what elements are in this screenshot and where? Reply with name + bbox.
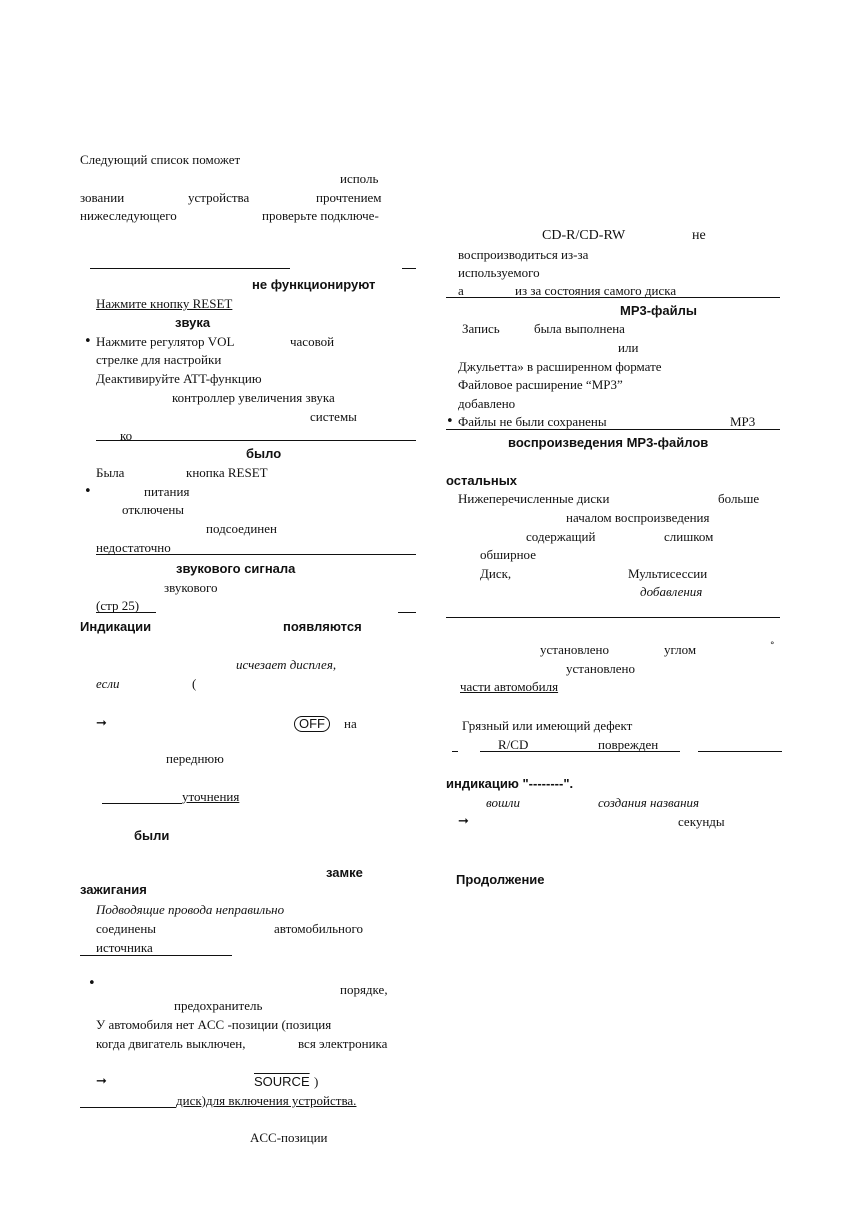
divider (80, 1107, 176, 1108)
insufficient-word: недостаточно (96, 540, 171, 555)
disconnected-word: отключены (122, 502, 185, 517)
source-button-label: SOURCE (254, 1074, 310, 1089)
section-heading-cont: появляются (283, 619, 362, 634)
intro-word-5: проверьте подключе- (262, 208, 379, 223)
divider (446, 429, 780, 430)
divider (96, 440, 416, 441)
bullet-icon: • (84, 484, 92, 499)
intro-word-2: устройства (188, 190, 250, 205)
on-word: на (344, 716, 357, 731)
att-instruction: Деактивируйте ATT-функцию (96, 371, 262, 386)
intro-word-1: зовании (80, 190, 125, 205)
reset-fragment-b: кнопка RESET (186, 465, 268, 480)
disappears-text: исчезает дисплея, (236, 657, 337, 672)
intro-word-4: нижеследующего (80, 208, 177, 223)
sound-word: звукового (164, 580, 218, 595)
disk-line: диск)для включения устройства. (176, 1093, 357, 1108)
divider (446, 617, 780, 618)
intro-line-2: исполь (340, 171, 379, 186)
reset-instruction: Нажмите кнопку RESET (96, 296, 233, 311)
clarify-word: уточнения (182, 789, 240, 804)
disk-word: Диск, (480, 566, 512, 581)
rcd-label: R/CD (498, 737, 529, 752)
disc-state-text: из за состояния самого диска (515, 283, 677, 298)
listed-discs: Нижеперечисленные диски (458, 491, 610, 506)
cdrw-label: CD-R/CD-RW (542, 228, 626, 243)
divider (398, 612, 416, 613)
degree-mark: ° (770, 641, 775, 651)
if-word: если (96, 676, 120, 691)
off-button-label: OFF (294, 716, 330, 732)
damaged-word: поврежден (598, 737, 659, 752)
extension-line: Файловое расширение “MP3” (458, 377, 623, 392)
divider (402, 268, 416, 269)
name-create-text: создания названия (598, 795, 700, 810)
multisession-word: Мультисессии (628, 566, 708, 581)
more-word: больше (718, 491, 760, 506)
section-heading: замке (326, 865, 363, 880)
bullet-icon: • (84, 334, 92, 349)
section-heading: индикацию "--------". (446, 776, 574, 791)
divider (102, 803, 182, 804)
entered-word: вошли (486, 795, 520, 810)
section-heading-cont: зажигания (80, 882, 147, 897)
fuse-word: предохранитель (174, 998, 263, 1013)
controller-line: контроллер увеличения звука (172, 390, 335, 405)
arrow-right-icon: ➞ (96, 1074, 107, 1089)
system-word: системы (310, 409, 357, 424)
car-part-text: части автомобиля (460, 679, 559, 694)
divider (452, 751, 458, 752)
used-word: используемого (458, 265, 540, 280)
not-word: не (692, 228, 706, 243)
power-word: питания (144, 484, 190, 499)
additions-word: добавления (640, 584, 703, 599)
section-heading: MP3-файлы (620, 303, 698, 318)
seconds-word: секунды (678, 814, 725, 829)
connected-word: подсоединен (206, 521, 277, 536)
divider (446, 297, 780, 298)
order-word: порядке, (340, 982, 388, 997)
wires-line-3: источника (96, 940, 153, 955)
acc-line-2b: вся электроника (298, 1036, 388, 1051)
arrow-right-icon: ➞ (458, 814, 469, 829)
section-heading: воспроизведения MP3-файлов (508, 435, 709, 450)
intro-word-3: прочтением (316, 190, 382, 205)
record-done: была выполнена (534, 321, 625, 336)
divider (698, 751, 782, 752)
bullet-icon: • (446, 414, 454, 429)
acc-position-word: ACC-позиции (250, 1130, 328, 1145)
section-heading: остальных (446, 473, 518, 488)
fragment-ko: ко (120, 428, 133, 443)
play-line: воспроизводиться из-за (458, 247, 589, 262)
wires-line-1: Подводящие провода неправильно (96, 902, 285, 917)
section-heading: звукового сигнала (176, 561, 296, 576)
vol-instruction-cont: часовой (290, 334, 335, 349)
angle-word: углом (664, 642, 697, 657)
acc-line-2a: когда двигатель выключен, (96, 1036, 246, 1051)
record-word: Запись (462, 321, 500, 336)
installed-word: установлено (540, 642, 610, 657)
divider (90, 268, 290, 269)
paren-fragment: ( (192, 676, 197, 691)
wires-line-2b: автомобильного (274, 921, 364, 936)
a-letter: а (458, 283, 464, 298)
acc-line-1: У автомобиля нет ACC -позиции (позиция (96, 1017, 332, 1032)
arrow-right-icon: ➞ (96, 716, 107, 731)
section-heading: звука (175, 315, 211, 330)
vol-instruction: Нажмите регулятор VOL (96, 334, 235, 349)
divider (96, 612, 156, 613)
mp3-word: MP3 (730, 414, 756, 429)
too-word: слишком (664, 529, 714, 544)
front-word: переднюю (166, 751, 224, 766)
paren-close: ) (314, 1074, 319, 1089)
page-reference: (стр 25) (96, 598, 140, 613)
divider (80, 955, 232, 956)
added-word: добавлено (458, 396, 516, 411)
start-playback: началом воспроизведения (566, 510, 710, 525)
wires-line-2a: соединены (96, 921, 157, 936)
section-heading: было (246, 446, 282, 461)
section-heading: были (134, 828, 170, 843)
continued-label: Продолжение (456, 872, 545, 887)
dirty-disc-text: Грязный или имеющий дефект (462, 718, 633, 733)
joliet-line: Джульетта» в расширенном формате (458, 359, 662, 374)
not-saved-text: Файлы не были сохранены (458, 414, 607, 429)
divider (96, 554, 416, 555)
vol-instruction-2: стрелке для настройки (96, 352, 222, 367)
contains-word: содержащий (526, 529, 596, 544)
section-heading: не функционируют (252, 277, 376, 292)
installed-word-2: установлено (566, 661, 636, 676)
wide-word: обширное (480, 547, 536, 562)
section-heading: Индикации (80, 619, 152, 634)
intro-line-1: Следующий список поможет (80, 152, 241, 167)
or-word: или (618, 340, 639, 355)
reset-fragment-a: Была (96, 465, 125, 480)
bullet-icon: • (88, 976, 96, 991)
